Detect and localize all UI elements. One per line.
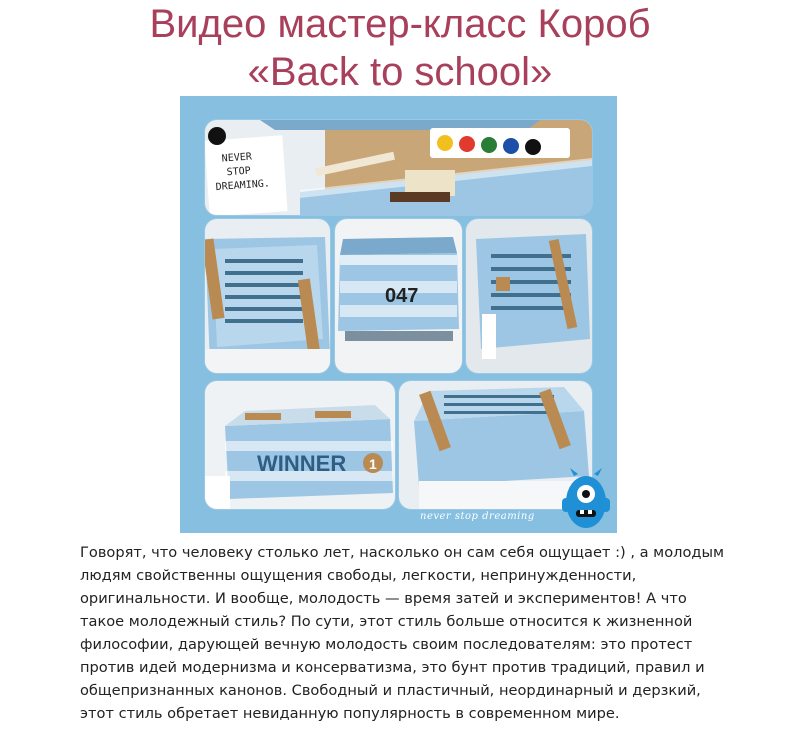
page-title-line-2: «Back to school» [247, 50, 553, 94]
photo-box-lid-left [205, 219, 330, 373]
monster-illustration [556, 466, 616, 533]
box-number-text: 047 [385, 285, 419, 307]
winner-badge: 1 [369, 456, 377, 472]
photo-box-lid-right [466, 219, 592, 373]
article-body-text: Говорят, что человеку столько лет, насколько он сам себя ощущает :) , а молодым людям свойственны ощущения свободы, легкости, непринужденности, оригинальности. И вообще, молодость — время затей и экспериментов! А что такое молодежный стиль? По сути, этот стиль больше относится к жизненной философии, дарующей вечную молодость своим последователям: это протест против идей модернизма и консерватизма, это бунт против традиций, правил и общепризнанных канонов. Свободный и пластичный, неординарный и дерзкий, этот стиль обретает невиданную популярность в современном мире. [80, 544, 724, 722]
page-title [0, 0, 800, 96]
page-title-line-1: Видео мастер-класс Короб [149, 2, 651, 46]
project-photo-collage [180, 96, 617, 533]
svg-text:DREAMING.: DREAMING. [215, 178, 271, 194]
winner-label: WINNER [257, 451, 347, 476]
photo-box-winner [205, 381, 395, 509]
collage-caption: never stop dreaming [420, 511, 535, 522]
photo-open-box-paints [205, 120, 592, 215]
svg-text:NEVER: NEVER [221, 151, 253, 165]
svg-text:STOP: STOP [226, 165, 252, 179]
photo-box-front-number [335, 219, 462, 373]
